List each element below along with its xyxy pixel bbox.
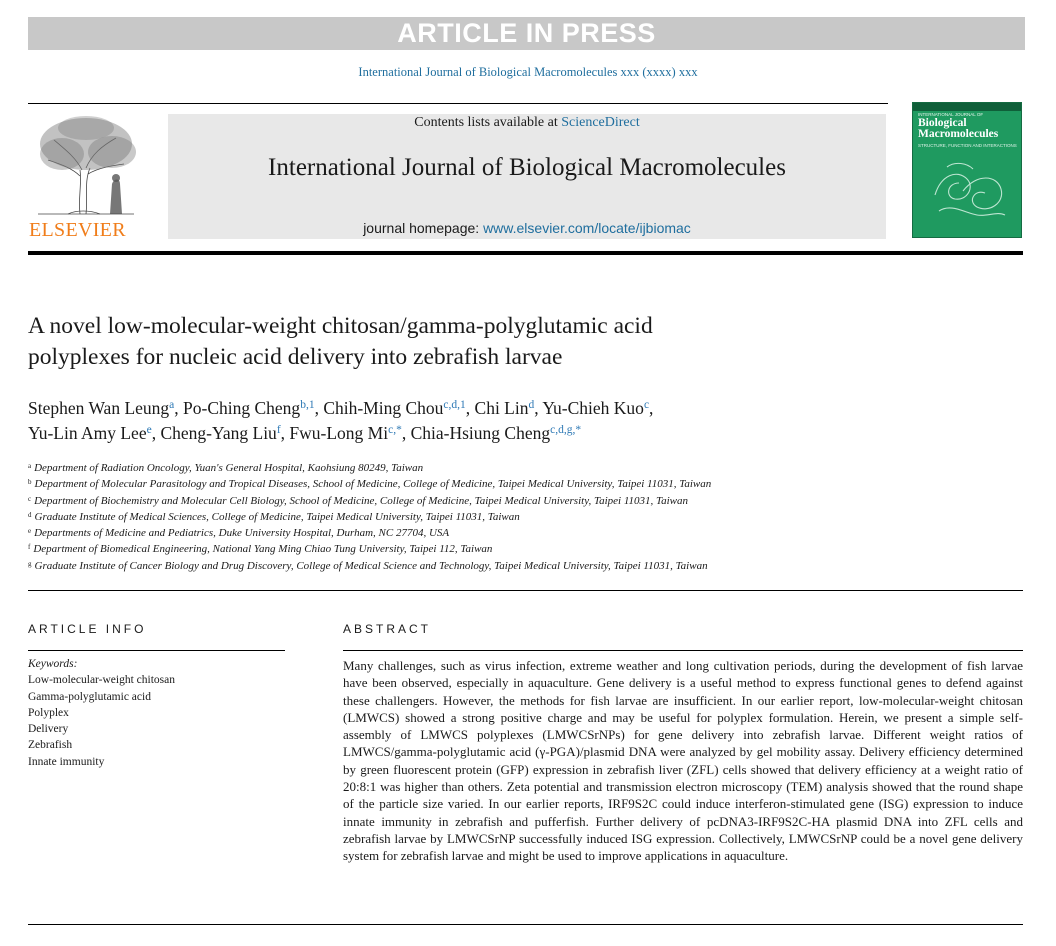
keyword-item: Low-molecular-weight chitosan <box>28 674 175 687</box>
affiliation-key: c <box>28 494 32 503</box>
journal-citation: International Journal of Biological Macromolecules xxx (xxxx) xxx <box>358 65 698 79</box>
author-affil-mark[interactable]: c,* <box>388 424 402 436</box>
abstract-rule <box>343 650 1023 651</box>
abstract-heading: ABSTRACT <box>343 622 432 636</box>
cover-small-text: INTERNATIONAL JOURNAL OF <box>918 112 984 117</box>
affiliation-text: Department of Radiation Oncology, Yuan's General Hospital, Kaohsiung 80249, Taiwan <box>34 462 424 474</box>
author-name[interactable]: Cheng-Yang Liu <box>160 423 277 443</box>
cover-subtitle: STRUCTURE, FUNCTION AND INTERACTIONS <box>918 143 1017 148</box>
affiliation-key: e <box>28 527 32 536</box>
author-name[interactable]: Chi Lin <box>474 398 529 418</box>
author-affil-mark[interactable]: a <box>169 399 175 411</box>
author-affil-mark[interactable]: c,d,1 <box>443 399 466 411</box>
affiliation-item <box>28 558 1018 574</box>
affiliation-text: Departments of Medicine and Pediatrics, Duke University Hospital, Durham, NC 27704, USA <box>34 527 450 540</box>
affiliation-text: Graduate Institute of Medical Sciences, College of Medicine, Taipei Medical University, Taipei 11031, Taiwan <box>34 510 520 523</box>
author-affil-mark[interactable]: d <box>528 399 535 411</box>
author-name[interactable]: Yu-Lin Amy Lee <box>28 423 147 443</box>
affiliation-text: Graduate Institute of Cancer Biology and Drug Discovery, College of Medical Science and Technology, Taipei Medical University, Taipei 11031, Taiwan <box>34 559 708 572</box>
affiliation-item <box>28 476 1018 492</box>
affiliation-item <box>28 525 1018 541</box>
homepage-prefix: journal homepage: <box>363 220 484 236</box>
author-list: Stephen Wan Leung$^a$, Po-Ching Cheng$^{b,1}$, Chih-Ming Chou$^{c,d,1}$, Chi Lin$^d$, Yu-Chieh Kuo$^c$, Yu-Lin Amy Lee$^e$, Cheng-Yang Liu$^f$, Fwu-Long $Mi^{c,*}$, Chia-Hsiung Cheng$^{c,d,g,*}$ <box>28 398 654 443</box>
cover-title-line2: Macromolecules <box>918 128 999 140</box>
author-name[interactable]: Stephen Wan Leung <box>28 398 170 418</box>
affiliation-item <box>28 493 1018 509</box>
author-affil-mark[interactable]: c <box>643 399 650 411</box>
author-affil-mark[interactable]: f <box>276 424 281 436</box>
cover-top-band <box>913 103 1021 111</box>
contents-line <box>168 115 886 131</box>
keyword-item: Polyplex <box>28 706 69 719</box>
affiliation-text: Department of Molecular Parasitology and Tropical Diseases, School of Medicine, College of Medicine, Taipei Medical University, Taipei 11031, Taiwan <box>34 478 712 491</box>
affiliation-key: d <box>28 510 32 519</box>
affiliation-item <box>28 509 1018 525</box>
affiliation-text: Department of Biochemistry and Molecular Cell Biology, School of Medicine, College of Medicine, Taipei Medical University, Taipei 11031, Taiwan <box>34 494 689 507</box>
affiliation-item <box>28 541 1018 557</box>
cover-molecule-art <box>927 155 1011 225</box>
keywords-label: Keywords: <box>28 658 78 670</box>
article-title <box>28 311 828 373</box>
author-name[interactable]: Chia-Hsiung Cheng <box>410 423 551 443</box>
contents-prefix: Contents lists available at <box>414 115 562 130</box>
sciencedirect-link[interactable]: ScienceDirect <box>561 115 640 130</box>
abstract-text: Many challenges, such as virus infection, extreme weather and long cultivation periods, during the development of fish larvae have been observed, especially in aquaculture. Gene delivery is a useful method to express functional genes to defend against these challengers. However, the methods for fish larvae are insufficient. In our earlier report, low-molecular-weight chitosan (LMWCS) showed a strong positive charge and may be useful for polyplex formulation. Herein, we present a simple self-assembly of LMWCS polyplexes (LMWCSrNPs) for gene delivery into zebrafish larvae. Different weight ratios of LMWCS/gamma-polyglutamic acid (γ-PGA)/plasmid DNA were analyzed by gel mobility assay. Delivery efficiency determined by green fluorescent protein (GFP) expression in zebrafish liver (ZFL) cells showed that delivery efficiency at a weight ratio of 20:8:1 was higher than others. Zeta potential and transmission electron microscopy (TEM) analysis showed that the round shape of the particle size varied. In our earlier reports, IRF9S2C could induce interferon-stimulated gene (ISG) expression to induce innate immunity in zebrafish and pufferfish. Further delivery of pcDNA3-IRF9S2C-HA plasmid DNA into ZFL cells and zebrafish larvae by LMWCSrNP successfully induced ISG expression. Collectively, LMWCSrNP could be a novel gene delivery system for zebrafish larvae and might be used to improve applications in aquaculture. <box>343 658 1023 864</box>
affiliation-key: f <box>28 543 31 552</box>
journal-homepage-line <box>168 220 886 236</box>
author-affil-mark[interactable]: e <box>146 424 152 436</box>
author-name[interactable]: Fwu-Long Mi <box>289 423 389 443</box>
author-name[interactable]: Po-Ching Cheng <box>183 398 301 418</box>
article-info-rule <box>28 650 285 651</box>
keyword-item: Gamma-polyglutamic acid <box>28 690 151 703</box>
affiliation-key: b <box>28 478 32 487</box>
header-thick-rule <box>28 251 1023 255</box>
banner-text: ARTICLE IN PRESS <box>397 18 656 48</box>
author-affil-mark[interactable]: b,1 <box>300 399 315 411</box>
journal-header-box <box>168 114 886 239</box>
cover-title <box>918 118 998 140</box>
cover-publisher-strip <box>918 228 1017 235</box>
keywords-block <box>28 656 175 770</box>
article-title-line2: polyplexes for nucleic acid delivery into zebrafish larvae <box>28 344 563 370</box>
publisher-wordmark: ELSEVIER <box>29 219 126 241</box>
affiliation-key: a <box>28 462 32 470</box>
bottom-rule <box>28 924 1023 925</box>
cover-title-line1: Biological <box>918 117 967 129</box>
affiliation-list <box>28 460 1018 574</box>
article-info-heading: ARTICLE INFO <box>28 622 147 636</box>
keyword-item: Delivery <box>28 723 69 736</box>
keyword-item: Innate immunity <box>28 755 105 768</box>
affiliation-text: Department of Biomedical Engineering, National Yang Ming Chiao Tung University, Taipei 112, Taiwan <box>33 543 493 556</box>
journal-cover-thumbnail[interactable] <box>912 102 1022 238</box>
author-name[interactable]: Yu-Chieh Kuo <box>542 398 644 418</box>
section-divider <box>28 590 1023 591</box>
journal-title: International Journal of Biological Macromolecules <box>268 154 786 181</box>
homepage-link[interactable]: www.elsevier.com/locate/ijbiomac <box>483 220 691 236</box>
keyword-item: Zebrafish <box>28 739 73 752</box>
author-name[interactable]: Chih-Ming Chou <box>323 398 444 418</box>
affiliation-key: g <box>28 559 32 568</box>
affiliation-item <box>28 460 1018 476</box>
article-title-line1: A novel low-molecular-weight chitosan/gamma-polyglutamic acid <box>28 313 653 339</box>
header-divider <box>28 103 888 104</box>
article-in-press-banner <box>28 17 1025 50</box>
author-affil-mark[interactable]: c,d,g,* <box>550 424 582 436</box>
